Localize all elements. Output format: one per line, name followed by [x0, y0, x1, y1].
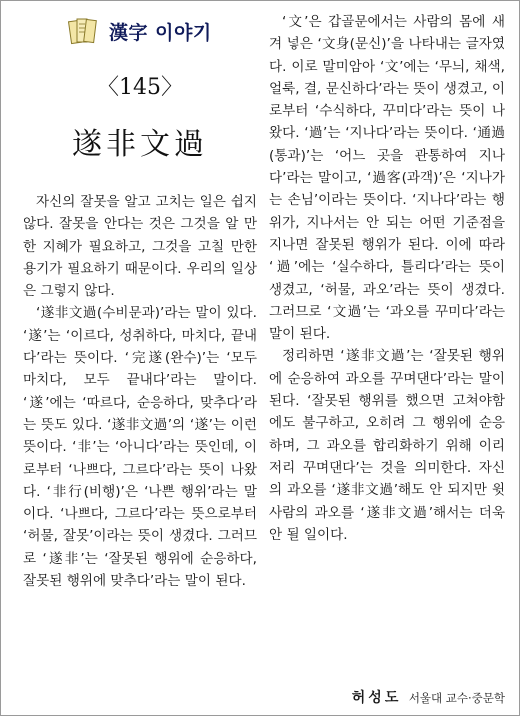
paragraph: 자신의 잘못을 알고 고치는 일은 쉽지 않다. 잘못을 안다는 것은 그것을 알 만한 지혜가 필요하고, 그것을 고칠 만한 용기가 필요하기 때문이다. 우리의 일상은 그렇지 않다. — [23, 194, 257, 300]
byline — [352, 687, 505, 707]
right-body — [269, 11, 505, 546]
paragraph: ‘文’은 갑골문에서는 사람의 몸에 새겨 넣은 ‘文身(문신)’을 나타내는 글자였다. 이로 말미암아 ‘文’에는 ‘무늬, 채색, 얼룩, 결, 문신하다’라는 뜻이 생겼고, 이로부터 ‘수식하다, 꾸미다’라는 뜻이 나왔다. ‘過’는 ‘지나다’라는 뜻이다. ‘通過(통과)’는 ‘어느 곳을 관통하여 지나다’라는 말이고, ‘過客(과객)’은 ‘지나가는 손님’이라는 뜻이다. ‘지나다’라는 행위가, 지나서는 안 되는 어떤 기준점을 지나면 잘못된 행위가 된다. 이에 따라 ‘過’에는 ‘실수하다, 틀리다’라는 뜻이 생겼고, ‘허물, 과오’라는 뜻이 생겼다. 그러므로 ‘文過’는 ‘과오를 꾸미다’라는 말이 된다. — [269, 14, 505, 343]
left-column — [23, 11, 257, 592]
paragraph: 정리하면 ‘遂非文過’는 ‘잘못된 행위에 순응하여 과오를 꾸며댄다’라는 말이 된다. ‘잘못된 행위를 했으면 고쳐야함에도 불구하고, 오히려 그 행위에 순응하며, 그 과오를 합리화하기 위해 이리저리 꾸며댄다’는 것을 의미한다. 자신의 과오를 ‘遂非文過’해도 안 되지만 윗사람의 과오를 ‘遂非文過’해서는 더욱 안 될 일이다. — [269, 348, 505, 543]
episode-number: 〈145〉 — [97, 75, 183, 100]
paragraph: ‘遂非文過(수비문과)’라는 말이 있다. ‘遂’는 ‘이르다, 성취하다, 마치다, 끝내다’라는 뜻이다. ‘完遂(완수)’는 ‘모두 마치다, 모두 끝내다’라는 말이다. ‘遂’에는 ‘따르다, 순응하다, 맞추다’라는 뜻도 있다. ‘遂非文過’의 ‘遂’는 이런 뜻이다. ‘非’는 ‘아니다’라는 뜻인데, 이로부터 ‘나쁘다, 그르다’라는 뜻이 나왔다. ‘非行(비행)’은 ‘나쁜 행위’라는 말이다. ‘나쁘다, 그르다’라는 뜻으로부터 ‘허물, 잘못’이라는 뜻이 생겼다. 그러므로 ‘遂非’는 ‘잘못된 행위에 순응하다, 잘못된 행위에 맞추다’라는 말이 된다. — [23, 305, 257, 590]
author-name: 허성도 — [351, 690, 402, 706]
series-header — [67, 11, 257, 51]
book-icon — [67, 16, 99, 46]
right-column — [269, 11, 505, 546]
author-affiliation: 서울대 교수·중문학 — [408, 691, 505, 705]
left-body — [23, 191, 257, 592]
series-title: 漢字 이야기 — [109, 21, 212, 44]
article-title: 遂非文過 — [72, 127, 208, 162]
